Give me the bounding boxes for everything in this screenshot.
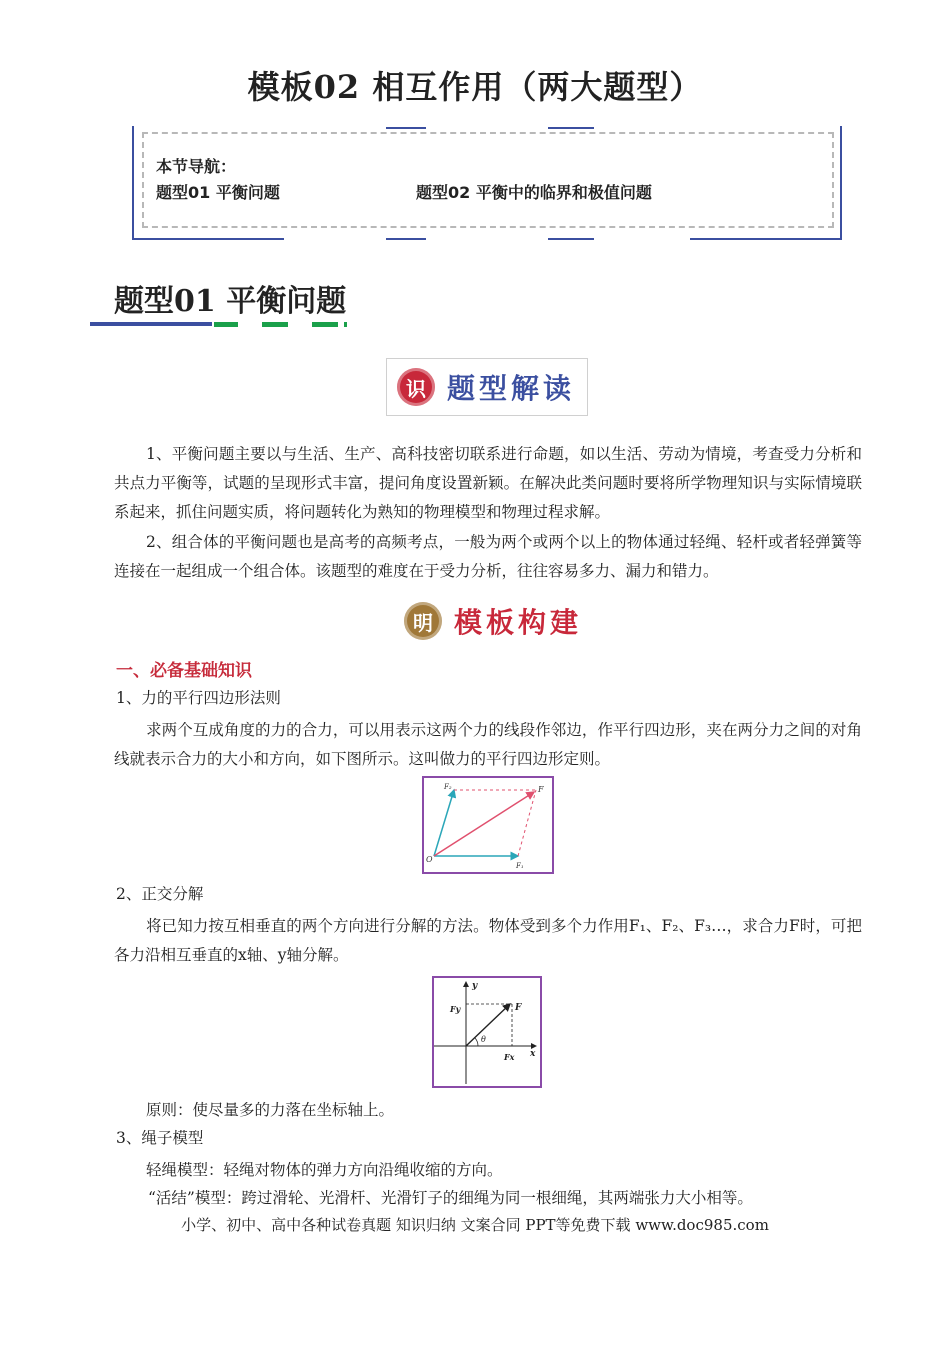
nav-link-type01[interactable]: 题型01 平衡问题 — [156, 183, 280, 202]
svg-text:O: O — [426, 855, 433, 864]
svg-text:F: F — [538, 785, 544, 794]
nav-heading: 本节导航： — [156, 157, 237, 176]
parallelogram-figure — [422, 776, 554, 874]
footer-text: 小学、初中、高中各种试卷真题 知识归纳 文案合同 PPT等免费下载 www.doc985.com — [181, 1216, 769, 1234]
svg-text:y: y — [472, 981, 478, 991]
banner-text: 题型解读 — [447, 372, 576, 405]
paragraph: 将已知力按互相垂直的两个方向进行分解的方法。物体受到多个力作用F₁、F₂、F₃…，求合力F时，可把各力沿相互垂直的x轴、y轴分解。 — [114, 917, 862, 964]
nav-bottom-decor — [548, 238, 594, 240]
nav-top-decor — [386, 127, 426, 129]
nav-bottom-decor — [386, 238, 426, 240]
svg-text:F₁: F₁ — [516, 862, 524, 870]
svg-text:θ: θ — [481, 1035, 486, 1044]
section-underline-dash — [214, 322, 238, 327]
svg-text:x: x — [530, 1049, 536, 1059]
section-underline-dash — [262, 322, 288, 327]
nav-link-type02[interactable]: 题型02 平衡中的临界和极值问题 — [416, 183, 652, 202]
orthogonal-decomposition-diagram — [434, 978, 540, 1086]
paragraph: 1、平衡问题主要以与生活、生产、高科技密切联系进行命题，如以生活、劳动为情境，考查受力分析和共点力平衡等，试题的呈现形式丰富，提问角度设置新颖。在解决此类问题时要将所学物理知识与实际情境联系起来，抓住问题实质，将问题转化为熟知的物理模型和物理过程求解。 — [114, 445, 862, 521]
orthogonal-figure — [432, 976, 542, 1088]
banner-template — [394, 592, 586, 650]
page-title: 模板02 相互作用（两大题型） — [247, 68, 703, 106]
banner-badge: 识 — [397, 368, 435, 406]
rule-heading: 2、正交分解 — [116, 885, 204, 903]
subsection-heading: 一、必备基础知识 — [116, 661, 252, 681]
section-underline — [90, 322, 212, 326]
paragraph: 2、组合体的平衡问题也是高考的高频考点，一般为两个或两个以上的物体通过轻绳、轻杆或者轻弹簧等连接在一起组成一个组合体。该题型的难度在于受力分析，往往容易多力、漏力和错力。 — [114, 533, 862, 580]
rule-heading: 3、绳子模型 — [116, 1129, 204, 1147]
paragraph: 轻绳模型：轻绳对物体的弹力方向沿绳收缩的方向。 — [146, 1161, 503, 1179]
nav-bottom-decor — [132, 238, 284, 240]
svg-text:Fy: Fy — [450, 1004, 461, 1014]
svg-text:F₂: F₂ — [444, 783, 452, 791]
section-title: 题型01 平衡问题 — [114, 284, 347, 319]
paragraph: 求两个互成角度的力的合力，可以用表示这两个力的线段作邻边，作平行四边形，夹在两分力之间的对角线就表示合力的大小和方向，如下图所示。这叫做力的平行四边形定则。 — [114, 721, 862, 768]
section-underline-dash — [312, 322, 338, 327]
paragraph: 原则：使尽量多的力落在坐标轴上。 — [146, 1101, 395, 1119]
svg-text:F: F — [515, 1003, 522, 1013]
nav-top-decor — [548, 127, 594, 129]
banner-interpretation — [386, 358, 588, 416]
parallelogram-diagram — [424, 778, 552, 872]
section-underline-dash — [344, 322, 347, 327]
rule-heading: 1、力的平行四边形法则 — [116, 689, 281, 707]
nav-bottom-decor — [690, 238, 842, 240]
svg-text:Fx: Fx — [504, 1052, 515, 1062]
banner-badge: 明 — [404, 602, 442, 640]
banner-text: 模板构建 — [454, 606, 583, 639]
paragraph: “活结”模型：跨过滑轮、光滑杆、光滑钉子的细绳为同一根细绳，其两端张力大小相等。 — [148, 1189, 753, 1207]
